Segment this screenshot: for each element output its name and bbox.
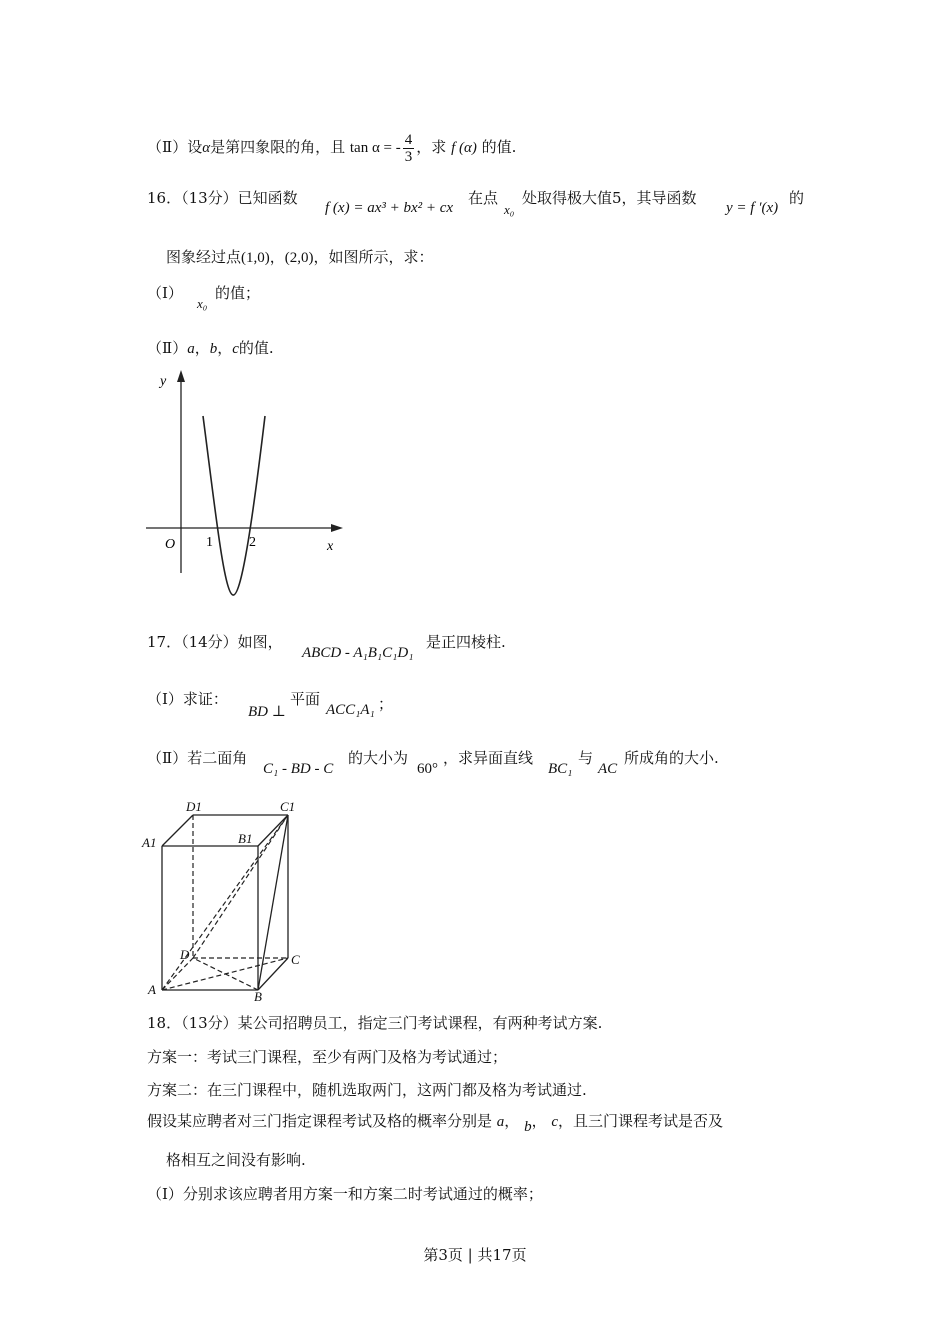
q15-part2-ask: ，求 <box>416 138 447 156</box>
label-b1: B1 <box>238 831 253 846</box>
q16-x0: x₀ <box>504 202 515 217</box>
q18-line5: 格相互之间没有影响. <box>166 1151 306 1169</box>
q16-pt1: (1,0) <box>241 250 270 266</box>
q15-frac-num: 4 <box>404 131 413 148</box>
q15-fraction <box>403 132 415 165</box>
q16-part2: （Ⅱ）a，b，c的值. <box>147 339 274 357</box>
q17-with: 与 <box>578 749 594 767</box>
origin-label: O <box>165 537 176 552</box>
q16-line2-a: 图象经过点 <box>166 248 242 266</box>
q15-f-alpha: f (α) <box>451 140 477 156</box>
q17-angle: 60° <box>417 761 438 777</box>
q15-tan-expr: tan α = - <box>349 140 401 156</box>
q16-func: f (x) = ax³ + bx² + cx <box>325 200 454 216</box>
q16-part2-end: 的值. <box>238 339 274 357</box>
q15-part2-end: 的值. <box>481 138 517 156</box>
label-a: A <box>148 982 156 997</box>
q16-part1-end: 的值； <box>215 284 261 302</box>
q16-part2-a: a <box>187 341 195 357</box>
q16-part1-var: x₀ <box>197 296 208 311</box>
q18-c: c <box>551 1114 559 1130</box>
q18-b: b <box>524 1119 532 1135</box>
q16-line2-b: ，如图所示，求： <box>313 248 434 266</box>
label-d1: D1 <box>186 799 202 814</box>
q18-line4-a: 假设某应聘者对三门指定课程考试及格的概率分别是 <box>147 1112 493 1130</box>
q17-bd-perp: BD ⊥ <box>248 704 286 720</box>
q17-prism: ABCD - A₁B₁C₁D₁ <box>302 645 414 661</box>
q17-plane-name: ACC₁A₁ <box>326 702 375 718</box>
edge-a-d <box>162 958 193 990</box>
tick-2-label: 2 <box>249 535 256 550</box>
label-b: B <box>254 989 262 1003</box>
q17-dihedral: C₁ - BD - C <box>263 761 334 777</box>
q17-part1-label: （Ⅰ）求证： <box>147 690 228 708</box>
y-axis-label: y <box>160 374 167 389</box>
segment-a-c1 <box>162 815 288 990</box>
parabola-curve <box>203 416 265 595</box>
q17-number: 17．（14分）如图， <box>147 633 283 651</box>
q18-line4-b: ，且三门课程考试是否及 <box>558 1112 724 1130</box>
q18-line4: 假设某应聘者对三门指定课程考试及格的概率分别是 a， b， c，且三门课程考试是否及 <box>147 1112 724 1135</box>
q15-part2-prefix: （Ⅱ）设 <box>147 138 203 156</box>
label-c: C <box>291 952 300 967</box>
q18-a: a <box>496 1114 505 1130</box>
q16-line2 <box>166 247 434 268</box>
q17-line1: BC₁ <box>548 761 573 777</box>
diag-b-d <box>193 958 258 990</box>
q16-deriv: y = f ′(x) <box>726 200 779 216</box>
q17-part2-end: 所成角的大小. <box>624 749 719 767</box>
q18-line1: 18．（13分）某公司招聘员工，指定三门考试课程，有两种考试方案. <box>147 1014 603 1032</box>
q16-number: 16．（13分）已知函数 <box>147 189 298 207</box>
page-footer: 第3页 | 共17页 <box>423 1246 527 1264</box>
y-axis-arrow <box>177 370 185 382</box>
q16-part2-label: （Ⅱ） <box>147 339 188 357</box>
q17-is-regular: 是正四棱柱. <box>426 633 506 651</box>
q16-part2-c: c <box>232 341 239 357</box>
q17-ask: ，求异面直线 <box>443 749 534 767</box>
label-c1: C1 <box>280 799 296 814</box>
x-axis-arrow <box>331 524 343 532</box>
q17-plane: 平面 <box>290 690 321 708</box>
q16-extremum: 处取得极大值5，其导函数 <box>522 189 697 207</box>
tick-1-label: 1 <box>206 535 213 550</box>
q18-line2: 方案一：考试三门课程，至少有两门及格为考试通过； <box>147 1048 508 1066</box>
q17-part2-label: （Ⅱ）若二面角 <box>147 749 248 767</box>
q16-part1-label: （Ⅰ） <box>147 284 183 302</box>
q16-at-point: 在点 <box>468 189 499 207</box>
x-axis-label: x <box>327 539 334 554</box>
q17-size-is: 的大小为 <box>348 749 409 767</box>
q15-part2 <box>147 130 516 165</box>
q17-prism-figure <box>140 798 320 1003</box>
q16-derivative-graph <box>140 368 355 603</box>
q18-line3: 方案二：在三门课程中，随机选取两门，这两门都及格为考试通过. <box>147 1081 587 1099</box>
label-a1: A1 <box>142 835 157 850</box>
q16-sep: ， <box>269 248 285 266</box>
edge-d1-a1 <box>162 815 193 846</box>
q15-frac-den: 3 <box>404 148 413 165</box>
q17-part1-end: ； <box>378 695 394 713</box>
q16-part2-b: b <box>209 341 218 357</box>
q15-alpha: α <box>202 140 211 156</box>
q16-line1 <box>147 188 298 208</box>
q18-line6: （Ⅰ）分别求该应聘者用方案一和方案二时考试通过的概率； <box>147 1185 543 1203</box>
q16-of: 的 <box>789 189 805 207</box>
q16-pt2: (2,0) <box>284 250 314 266</box>
q15-part2-mid: 是第四象限的角，且 <box>210 138 346 156</box>
q17-line2: AC <box>598 761 618 777</box>
label-d: D <box>180 947 190 962</box>
